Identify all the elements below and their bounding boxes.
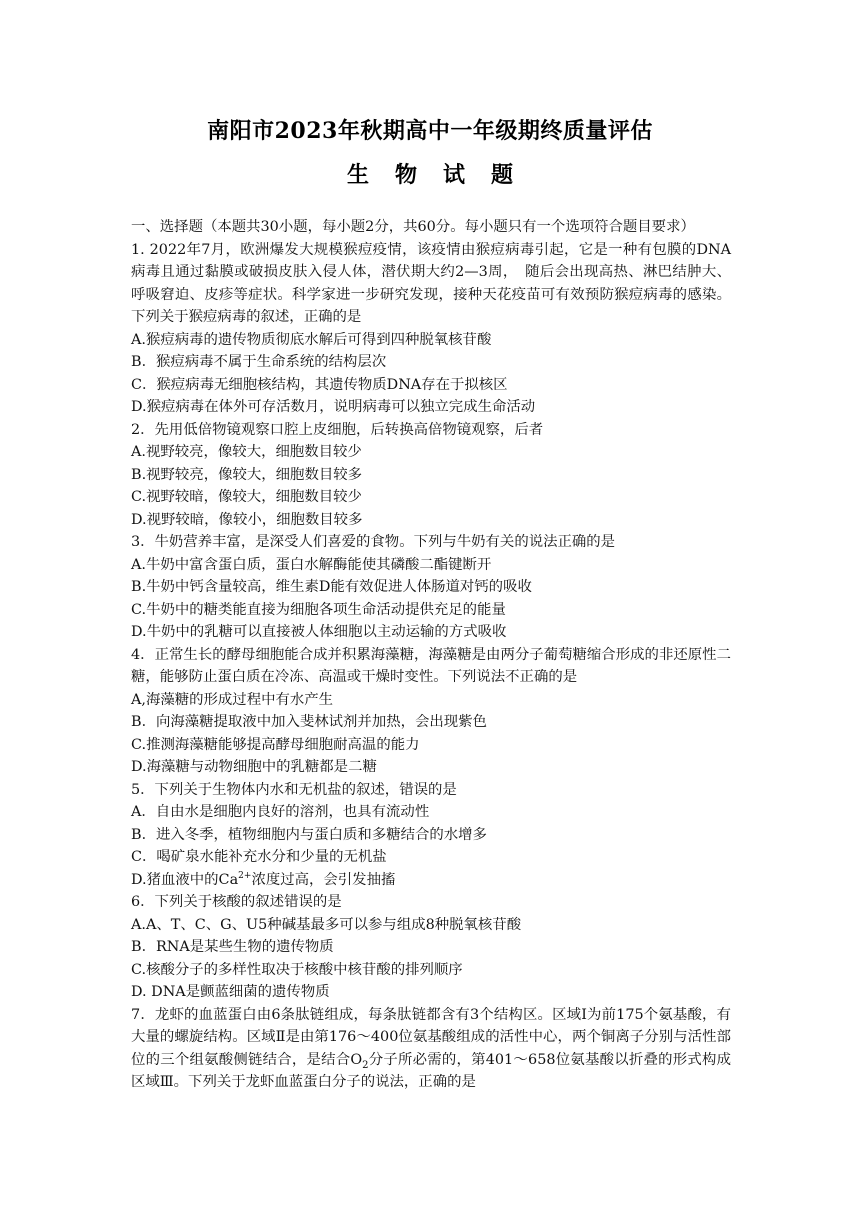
option-a: A.猴痘病毒的遗传物质彻底水解后可得到四种脱氧核苷酸 [131, 331, 492, 348]
option-b: B．进入冬季，植物细胞内与蛋白质和多糖结合的水增多 [131, 826, 487, 843]
exam-content [131, 216, 731, 1094]
option-a: A,海藻糖的形成过程中有水产生 [131, 691, 334, 708]
option-d: D.视野较暗，像较小，细胞数目较多 [131, 511, 363, 528]
question-5 [131, 779, 731, 892]
question-stem: 6．下列关于核酸的叙述错误的是 [131, 894, 342, 910]
option-a: A．自由水是细胞内良好的溶剂，也具有流动性 [131, 804, 430, 820]
option-c: C.视野较暗，像较大，细胞数目较少 [131, 489, 362, 505]
option-d: D.牛奶中的乳糖可以直接被人体细胞以主动运输的方式吸收 [131, 624, 507, 640]
question-stem-text-rest: 分子所必需的，第401～658位氨基酸以折叠的形式构成区域Ⅲ。下列关于龙虾血蓝蛋白分子的说法，正确的是 [131, 1051, 731, 1090]
question-stem: 4．正常生长的酵母细胞能合成并积累海藻糖，海藻糖是由两分子葡萄糖缩合形成的非还原性二糖，能够防止蛋白质在冷冻、高温或干燥时变性。下列说法不正确的是 [131, 646, 731, 685]
option-d: D.猴痘病毒在体外可存活数月，说明病毒可以独立完成生命活动 [131, 399, 536, 415]
question-stem: 1. 2022年7月，欧洲爆发大规模猴痘疫情，该疫情由猴痘病毒引起，它是一种有包膜的DNA病毒且通过黏膜或破损皮肤入侵人体，潜伏期大约2—3周， 随后会出现高热、淋巴结肿大、呼吸窘迫、皮疹等症状。科学家进一步研究发现，接种天花疫苗可有效预防猴痘病毒的感染。下列关于猴痘病毒的叙述，正确的是 [131, 241, 731, 325]
option-b: B．猴痘病毒不属于生命系统的结构层次 [131, 354, 387, 370]
question-stem: 5．下列关于生物体内水和无机盐的叙述，错误的是 [131, 781, 457, 798]
option-c: C.牛奶中的糖类能直接为细胞各项生命活动提供充足的能量 [131, 601, 506, 618]
option-d-text-rest: 浓度过高，会引发抽搐 [251, 871, 396, 888]
option-a: A.牛奶中富含蛋白质，蛋白水解酶能使其磷酸二酯键断开 [131, 556, 492, 573]
option-d-text: D.猪血液中的Ca [131, 871, 239, 888]
option-b: B．RNA是某些生物的遗传物质 [131, 939, 334, 955]
exam-subtitle-text: 生物试题 [346, 162, 539, 188]
exam-subtitle [0, 158, 860, 189]
superscript: 2+ [238, 870, 252, 881]
question-6 [131, 891, 731, 1004]
option-c: C．猴痘病毒无细胞核结构，其遗传物质DNA存在于拟核区 [131, 376, 508, 393]
question-4 [131, 644, 731, 779]
option-b: B.牛奶中钙含量较高，维生素D能有效促进人体肠道对钙的吸收 [131, 579, 532, 595]
question-stem: 2．先用低倍物镜观察口腔上皮细胞，后转换高倍物镜观察，后者 [131, 421, 544, 438]
question-stem [131, 1004, 731, 1094]
option-b: B.视野较亮，像较大，细胞数目较多 [131, 466, 363, 483]
option-a: A.A、T、C、G、U5种碱基最多可以参与组成8种脱氧核苷酸 [131, 916, 522, 933]
option-b: B．向海藻糖提取液中加入斐林试剂并加热，会出现紫色 [131, 714, 487, 730]
option-d: D. DNA是颤蓝细菌的遗传物质 [131, 984, 330, 1000]
question-stem-text: 7．龙虾的血蓝蛋白由6条肽链组成，每条肽链都含有3个结构区。区域Ⅰ为前175个氨基酸，有大量的螺旋结构。区域Ⅱ是由第176～400位氨基酸组成的活性中心，两个铜离子分别与活性部位的三个组氨酸侧链结合，是结合O [131, 1006, 731, 1068]
question-2 [131, 419, 731, 532]
option-a: A.视野较亮，像较大，细胞数目较少 [131, 444, 362, 460]
question-3 [131, 531, 731, 644]
option-c: C.核酸分子的多样性取决于核酸中核苷酸的排列顺序 [131, 961, 463, 978]
option-c: C.推测海藻糖能够提高酵母细胞耐高温的能力 [131, 736, 420, 753]
question-7 [131, 1004, 731, 1094]
subscript: 2 [362, 1059, 369, 1071]
exam-title: 南阳市2023年秋期高中一年级期终质量评估 [207, 118, 653, 144]
question-1 [131, 239, 731, 419]
question-stem: 3．牛奶营养丰富，是深受人们喜爱的食物。下列与牛奶有关的说法正确的是 [131, 534, 616, 550]
option-d [131, 869, 731, 892]
option-c: C．喝矿泉水能补充水分和少量的无机盐 [131, 849, 387, 865]
section-heading: 一、选择题（本题共30小题，每小题2分，共60分。每小题只有一个选项符合题目要求） [131, 219, 695, 235]
option-d: D.海藻糖与动物细胞中的乳糖都是二糖 [131, 759, 377, 775]
